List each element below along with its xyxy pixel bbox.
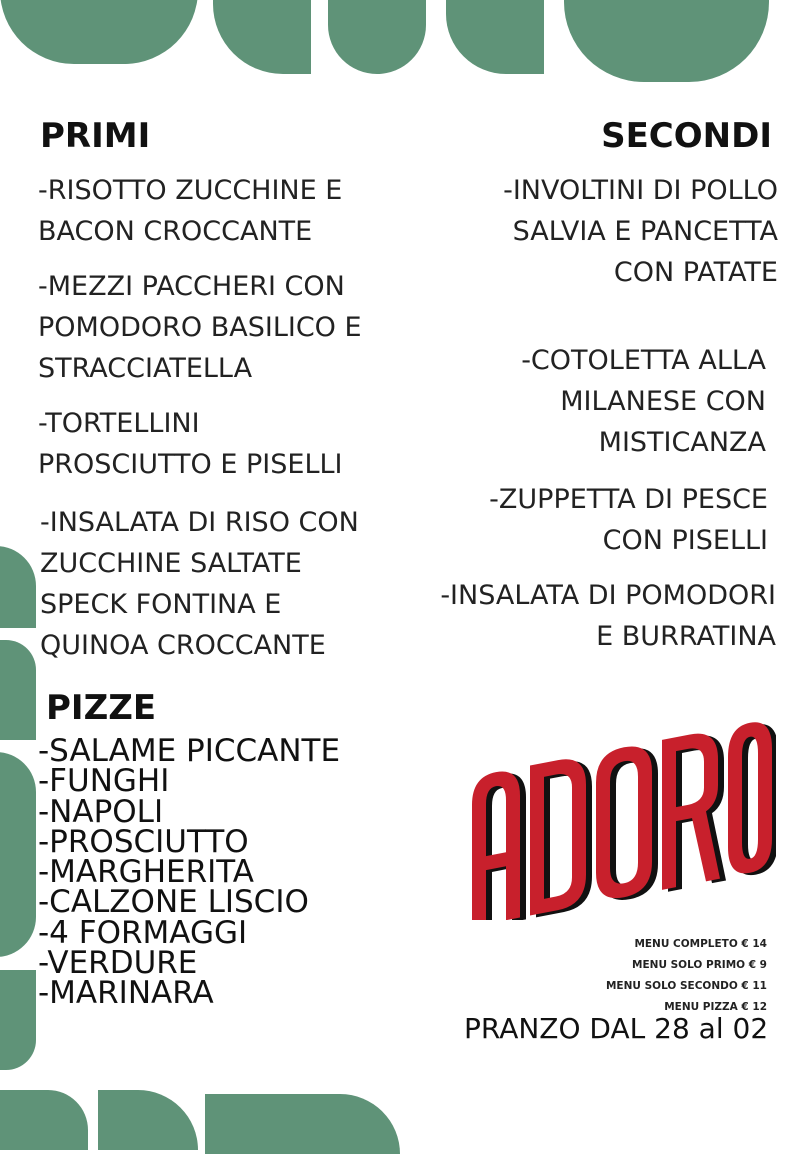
primi-dish-4: -INSALATA DI RISO CON ZUCCHINE SALTATE SPECK FONTINA E QUINOA CROCCANTE: [40, 507, 359, 661]
decor-top-shape-3: [328, 0, 426, 74]
pizza-item: -MARGHERITA: [38, 854, 255, 891]
price-menu-completo: MENU COMPLETO € 14: [634, 938, 767, 950]
secondi-dish-3: -ZUPPETTA DI PESCE CON PISELLI: [489, 484, 768, 556]
price-list: [606, 934, 767, 1018]
secondi-dish-4: -INSALATA DI POMODORI E BURRATINA: [440, 580, 776, 652]
pizza-item: -CALZONE LISCIO: [38, 884, 309, 921]
decor-top-shape-1: [0, 0, 198, 64]
secondi-dish-2: -COTOLETTA ALLA MILANESE CON MISTICANZA: [521, 345, 766, 458]
decor-bottom-shape-1: [0, 1090, 88, 1150]
primi-dish-3: -TORTELLINI PROSCIUTTO E PISELLI: [38, 408, 343, 480]
pizza-item: -PROSCIUTTO: [38, 823, 249, 860]
pizza-item: -NAPOLI: [38, 793, 164, 830]
decor-left-shape-4: [0, 970, 36, 1070]
decor-top-shape-4: [446, 0, 544, 74]
pizza-item: -MARINARA: [38, 975, 214, 1012]
pizza-item: -FUNGHI: [38, 763, 170, 800]
decor-bottom-shape-2: [98, 1090, 198, 1150]
pizza-list: [38, 733, 341, 1012]
pizza-item: -VERDURE: [38, 945, 198, 982]
secondi-dish-1: -INVOLTINI DI POLLO SALVIA E PANCETTA CON PATATE: [503, 175, 778, 288]
decor-left-shape-3: [0, 752, 36, 957]
adoro-logo: [466, 664, 776, 920]
lunch-dates: PRANZO DAL 28 al 02: [464, 1012, 769, 1045]
decor-left-shape-2: [0, 640, 36, 740]
pizze-title: PIZZE: [46, 688, 157, 728]
price-menu-pizza: MENU PIZZA € 12: [664, 1001, 767, 1013]
price-menu-solo-secondo: MENU SOLO SECONDO € 11: [605, 980, 767, 992]
decor-top-shape-5: [564, 0, 769, 82]
primi-title: PRIMI: [40, 116, 151, 156]
pizza-item: -SALAME PICCANTE: [38, 733, 341, 769]
decor-left-shape-1: [0, 546, 36, 628]
decor-top-shape-2: [213, 0, 311, 74]
decor-bottom-shape-3: [205, 1094, 400, 1154]
primi-dish-2: -MEZZI PACCHERI CON POMODORO BASILICO E STRACCIATELLA: [38, 271, 362, 384]
pizza-item: -4 FORMAGGI: [38, 914, 248, 951]
secondi-title: SECONDI: [601, 116, 772, 156]
primi-dish-1: -RISOTTO ZUCCHINE E BACON CROCCANTE: [38, 175, 343, 247]
price-menu-solo-primo: MENU SOLO PRIMO € 9: [632, 959, 767, 971]
